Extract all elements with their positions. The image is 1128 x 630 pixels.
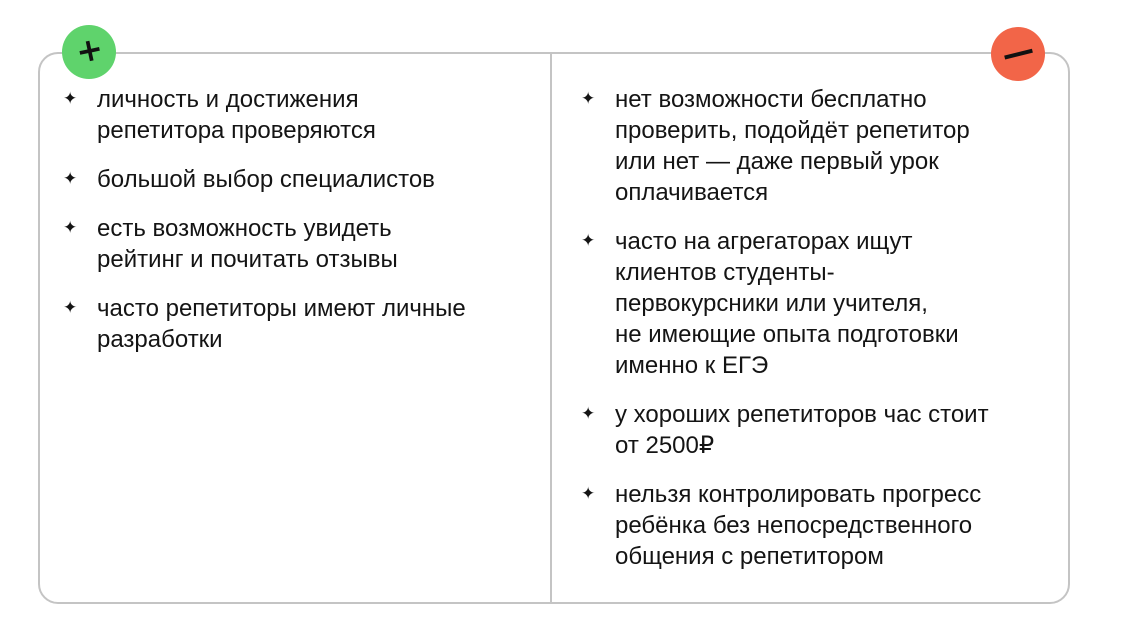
- plus-icon: +: [71, 28, 107, 72]
- pros-item-text: часто репетиторы имеют личные разработки: [97, 295, 466, 353]
- column-divider: [550, 52, 552, 604]
- sparkle-bullet-icon: ✦: [63, 298, 78, 318]
- pros-list-item: [60, 164, 530, 195]
- cons-item-text: нет возможности бесплатно проверить, подойдёт репетитор или нет — даже первый урок оплачивается: [615, 86, 970, 206]
- sparkle-bullet-icon: ✦: [581, 89, 596, 109]
- cons-list-item: [578, 84, 1058, 208]
- cons-item-text: нельзя контролировать прогресс ребёнка без непосредственного общения с репетитором: [615, 481, 982, 570]
- pros-item-text: личность и достижения репетитора проверяются: [97, 86, 376, 144]
- pros-list-item: [60, 293, 530, 355]
- minus-badge: [991, 27, 1045, 81]
- sparkle-bullet-icon: ✦: [63, 89, 78, 109]
- cons-list-item: [578, 479, 1058, 572]
- cons-item-text: у хороших репетиторов час стоит от 2500₽: [615, 401, 989, 459]
- pros-list-item: [60, 84, 530, 146]
- cons-list: [578, 84, 1058, 590]
- sparkle-bullet-icon: ✦: [581, 484, 596, 504]
- cons-list-item: [578, 226, 1058, 381]
- sparkle-bullet-icon: ✦: [581, 231, 596, 251]
- sparkle-bullet-icon: ✦: [581, 404, 596, 424]
- sparkle-bullet-icon: ✦: [63, 169, 78, 189]
- pros-item-text: большой выбор специалистов: [97, 166, 435, 193]
- cons-item-text: часто на агрегаторах ищут клиентов студенты- первокурсники или учителя, не имеющие опыта подготовки именно к ЕГЭ: [615, 228, 959, 379]
- pros-list-item: [60, 213, 530, 275]
- plus-badge: [62, 25, 116, 79]
- cons-list-item: [578, 399, 1058, 461]
- pros-list: [60, 84, 530, 373]
- sparkle-bullet-icon: ✦: [63, 218, 78, 238]
- pros-item-text: есть возможность увидеть рейтинг и почитать отзывы: [97, 215, 398, 273]
- minus-icon: —: [997, 29, 1039, 75]
